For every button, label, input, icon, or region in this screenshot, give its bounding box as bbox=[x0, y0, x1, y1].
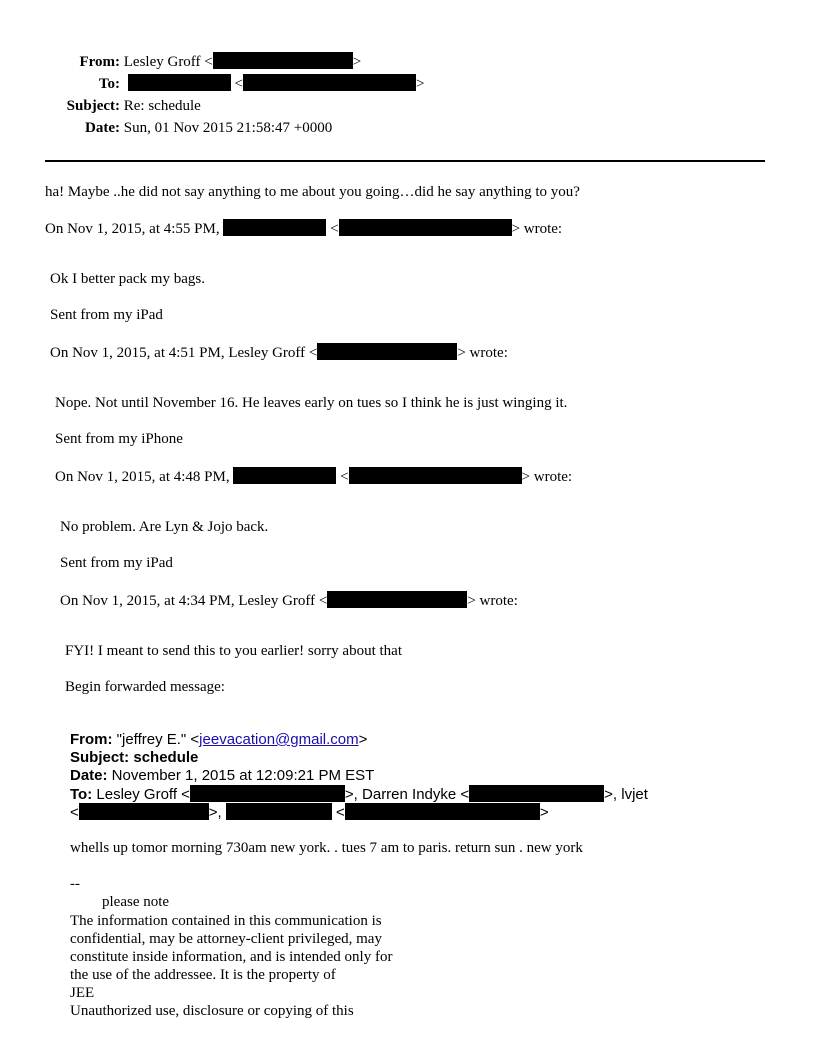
subject-value: Re: schedule bbox=[123, 98, 201, 114]
quote-header-1 bbox=[45, 219, 562, 238]
to-mid: < bbox=[230, 76, 243, 92]
header-from-row bbox=[0, 52, 361, 72]
quote-3-mid: < bbox=[336, 469, 349, 485]
fwd-date-value: November 1, 2015 at 12:09:21 PM EST bbox=[107, 767, 375, 784]
quote-3-text: No problem. Are Lyn & Jojo back. bbox=[60, 519, 269, 535]
redacted-name bbox=[128, 74, 231, 91]
redacted-email bbox=[469, 785, 604, 802]
quote-4-suffix: > wrote: bbox=[467, 593, 518, 609]
header-date-row bbox=[0, 118, 332, 138]
date-label: Date: bbox=[85, 120, 120, 136]
reply-text: ha! Maybe ..he did not say anything to me about you going…did he say anything to you? bbox=[45, 184, 580, 200]
quote-2-suffix: > wrote: bbox=[457, 345, 508, 361]
fwd-to-recipient-2: >, Darren Indyke < bbox=[344, 786, 470, 803]
redacted-email bbox=[190, 785, 345, 802]
forwarded-intro: Begin forwarded message: bbox=[65, 679, 225, 695]
quote-1-prefix: On Nov 1, 2015, at 4:55 PM, bbox=[45, 221, 224, 237]
from-label: From: bbox=[79, 54, 120, 70]
quote-2-signature: Sent from my iPhone bbox=[55, 431, 183, 447]
fwd-to-sep: >, bbox=[208, 804, 226, 821]
fwd-to-recipient-1: Lesley Groff < bbox=[92, 786, 190, 803]
signature-dashes: -- bbox=[70, 876, 80, 892]
fwd-to-open: < bbox=[70, 804, 79, 821]
quote-4-prefix: On Nov 1, 2015, at 4:34 PM, Lesley Groff < bbox=[60, 593, 328, 609]
fwd-from-row bbox=[70, 731, 367, 749]
quote-3-prefix: On Nov 1, 2015, at 4:48 PM, bbox=[55, 469, 234, 485]
fwd-date-row bbox=[70, 767, 374, 785]
fwd-to-recipient-3: >, lvjet bbox=[604, 786, 648, 803]
redacted-name bbox=[223, 219, 326, 236]
redacted-email bbox=[339, 219, 512, 236]
redacted-email bbox=[327, 591, 467, 608]
quote-header-4 bbox=[60, 591, 518, 610]
redacted-email bbox=[345, 803, 540, 820]
quote-4-text: FYI! I meant to send this to you earlier! sorry about that bbox=[65, 643, 403, 659]
disclaimer-line: constitute inside information, and is intended only for bbox=[70, 949, 393, 965]
fwd-subject-value: schedule bbox=[129, 749, 199, 766]
redacted-email bbox=[317, 343, 457, 360]
redacted-email bbox=[79, 803, 209, 820]
header-divider bbox=[45, 160, 765, 162]
header-subject-row bbox=[0, 96, 201, 116]
fwd-to-close: > bbox=[539, 804, 549, 821]
redacted-name bbox=[226, 803, 332, 820]
redacted-email bbox=[243, 74, 416, 91]
subject-label: Subject: bbox=[66, 98, 120, 114]
quote-1-suffix: > wrote: bbox=[511, 221, 563, 237]
quote-header-3 bbox=[55, 467, 572, 486]
fwd-to-row-continued bbox=[70, 803, 549, 822]
quote-3-suffix: > wrote: bbox=[521, 469, 573, 485]
header-to-row bbox=[0, 74, 424, 94]
disclaimer-line: the use of the addressee. It is the property of bbox=[70, 967, 336, 983]
fwd-from-email-link[interactable]: jeevacation@gmail.com bbox=[199, 731, 359, 748]
fwd-from-label: From: bbox=[70, 731, 113, 748]
fwd-from-value: "jeffrey E." < bbox=[112, 731, 200, 748]
fwd-to-row bbox=[70, 785, 648, 804]
fwd-message-text: whells up tomor morning 730am new york. . tues 7 am to paris. return sun . new york bbox=[70, 840, 583, 856]
redacted-email bbox=[349, 467, 522, 484]
to-label: To: bbox=[98, 76, 120, 92]
disclaimer-line: The information contained in this communication is bbox=[70, 913, 382, 929]
fwd-subject-row bbox=[70, 749, 198, 767]
disclaimer-line: confidential, may be attorney-client privileged, may bbox=[70, 931, 382, 947]
quote-2-text: Nope. Not until November 16. He leaves early on tues so I think he is just winging it. bbox=[55, 395, 568, 411]
quote-header-2 bbox=[50, 343, 508, 362]
disclaimer-line: Unauthorized use, disclosure or copying of this bbox=[70, 1003, 354, 1019]
quote-1-mid: < bbox=[326, 221, 339, 237]
redacted-name bbox=[233, 467, 336, 484]
disclaimer-block bbox=[70, 912, 392, 1020]
fwd-from-close: > bbox=[358, 731, 368, 748]
fwd-to-mid: < bbox=[331, 804, 345, 821]
from-value: Lesley Groff < bbox=[123, 54, 213, 70]
quote-1-text: Ok I better pack my bags. bbox=[50, 271, 205, 287]
date-value: Sun, 01 Nov 2015 21:58:47 +0000 bbox=[123, 120, 333, 136]
quote-1-signature: Sent from my iPad bbox=[50, 307, 163, 323]
disclaimer-line: JEE bbox=[70, 985, 95, 1001]
quote-3-signature: Sent from my iPad bbox=[60, 555, 173, 571]
please-note: please note bbox=[102, 894, 170, 910]
quote-2-prefix: On Nov 1, 2015, at 4:51 PM, Lesley Groff < bbox=[50, 345, 318, 361]
fwd-subject-label: Subject: bbox=[70, 749, 130, 766]
from-close: > bbox=[352, 54, 362, 70]
to-close: > bbox=[415, 76, 425, 92]
fwd-to-label: To: bbox=[70, 786, 93, 803]
redacted-email bbox=[213, 52, 353, 69]
fwd-date-label: Date: bbox=[70, 767, 108, 784]
